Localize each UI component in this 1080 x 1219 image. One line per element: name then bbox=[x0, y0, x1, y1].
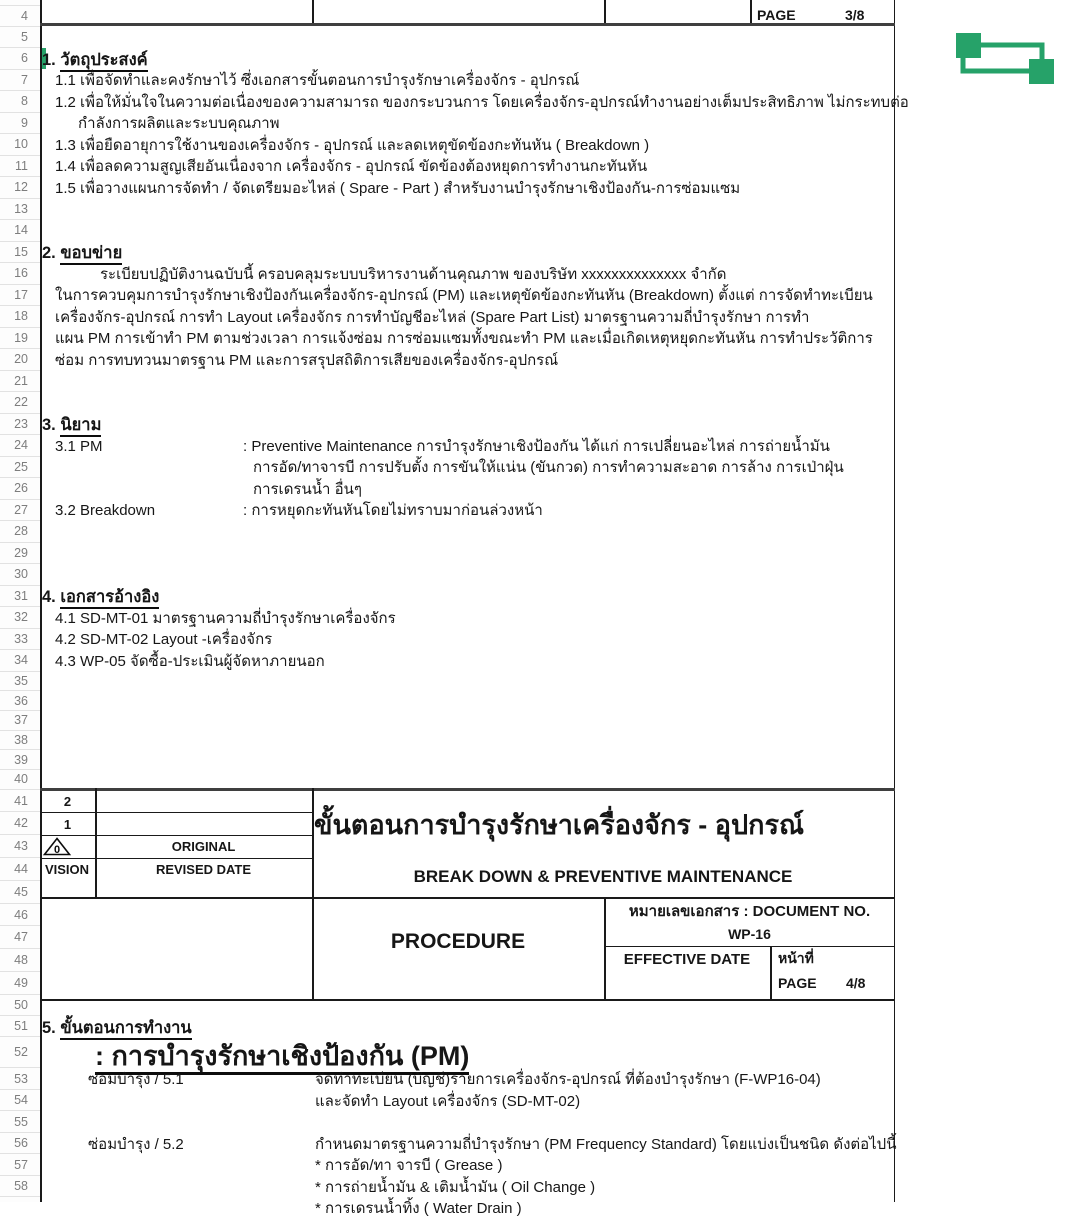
row-header-34[interactable] bbox=[0, 650, 40, 672]
row-header-23[interactable] bbox=[0, 414, 40, 436]
row-number: 23 bbox=[14, 416, 28, 431]
row-number: 28 bbox=[14, 524, 28, 539]
procedure-label: PROCEDURE bbox=[390, 930, 526, 953]
row-header-37[interactable] bbox=[0, 711, 40, 731]
revision-row-line-2 bbox=[40, 835, 312, 836]
title-block-bottom-border bbox=[40, 999, 895, 1001]
row-number: 6 bbox=[21, 51, 28, 66]
section1-title bbox=[42, 50, 148, 70]
row-number: 20 bbox=[14, 352, 28, 367]
company-logo-icon bbox=[945, 25, 1067, 93]
row-number: 7 bbox=[21, 72, 28, 87]
row-number: 18 bbox=[14, 309, 28, 324]
revision-0: 0 bbox=[53, 844, 61, 856]
row-header-8[interactable] bbox=[0, 91, 40, 113]
row-header-53[interactable] bbox=[0, 1068, 40, 1090]
cell-text: 3.1 PM bbox=[55, 437, 103, 455]
row-number: 56 bbox=[14, 1136, 28, 1151]
row-number: 37 bbox=[14, 713, 28, 728]
row-header-57[interactable] bbox=[0, 1154, 40, 1176]
cell-text: เครื่องจักร-อุปกรณ์ การทำ Layout เครื่องจักร การทำบัญชีอะไหล่ (Spare Part List) มาตรฐานความถี่บำรุงรักษา การทำ bbox=[55, 308, 810, 326]
row-header-45[interactable] bbox=[0, 881, 40, 904]
row-header-36[interactable] bbox=[0, 691, 40, 711]
row-number: 57 bbox=[14, 1157, 28, 1172]
row-header-50[interactable] bbox=[0, 995, 40, 1016]
cell-text: การเดรนน้ำ อื่นๆ bbox=[253, 480, 362, 498]
row-header-54[interactable] bbox=[0, 1090, 40, 1112]
section5-title bbox=[42, 1018, 192, 1038]
row-number: 58 bbox=[14, 1179, 28, 1194]
row-header-20[interactable] bbox=[0, 349, 40, 371]
row-header-9[interactable] bbox=[0, 113, 40, 135]
cell-text: ซ่อม การทบทวนมาตรฐาน PM และการสรุปสถิติการเสียของเครื่องจักร-อุปกรณ์ bbox=[55, 351, 559, 369]
row-header-43[interactable] bbox=[0, 835, 40, 858]
top-table-divider-3 bbox=[750, 0, 752, 25]
row-header-48[interactable] bbox=[0, 949, 40, 972]
revision-2: 2 bbox=[63, 794, 72, 809]
cell-text: 1.2 เพื่อให้มั่นใจในความต่อเนื่องของความสามารถ ของกระบวนการ โดยเครื่องจักร-อุปกรณ์ทำงานอย่างเต็มประสิทธิภาพ ไม่กระทบต่อ bbox=[55, 93, 909, 111]
row-number: 53 bbox=[14, 1071, 28, 1086]
top-page-value: 3/8 bbox=[845, 7, 865, 23]
row-number: 19 bbox=[14, 330, 28, 345]
row-number: 31 bbox=[14, 588, 28, 603]
row-number: 16 bbox=[14, 266, 28, 281]
row-header-27[interactable] bbox=[0, 500, 40, 522]
row-number: 48 bbox=[14, 953, 28, 968]
section2-number: 2. bbox=[42, 244, 56, 262]
doc-title-english: BREAK DOWN & PREVENTIVE MAINTENANCE bbox=[413, 867, 793, 886]
section5-subtitle-text: : การบำรุงรักษาเชิงป้องกัน (PM) bbox=[95, 1041, 469, 1075]
row-number: 52 bbox=[14, 1045, 28, 1060]
row-number: 22 bbox=[14, 395, 28, 410]
row-number: 24 bbox=[14, 438, 28, 453]
row-number: 42 bbox=[14, 816, 28, 831]
row-number: 12 bbox=[14, 180, 28, 195]
row-header-28[interactable] bbox=[0, 521, 40, 543]
row-number: 47 bbox=[14, 930, 28, 945]
top-page-label: PAGE bbox=[757, 7, 796, 23]
title-block-mid-border bbox=[40, 897, 895, 899]
row-header-10[interactable] bbox=[0, 134, 40, 156]
row-number: 36 bbox=[14, 693, 28, 708]
row-header-17[interactable] bbox=[0, 285, 40, 307]
cell-text: แผน PM การเข้าทำ PM ตามช่วงเวลา การแจ้งซ่อม การซ่อมแซมทั้งขณะทำ PM และเมื่อเกิดเหตุหยุดกะทันหัน การทำประวัติการ bbox=[55, 330, 873, 347]
effective-date-label: EFFECTIVE DATE bbox=[623, 951, 751, 968]
row-header-41[interactable] bbox=[0, 790, 40, 813]
row-number: 46 bbox=[14, 907, 28, 922]
row-header-21[interactable] bbox=[0, 371, 40, 393]
cell-text: : การหยุดกะทันหันโดยไม่ทราบมาก่อนล่วงหน้า bbox=[243, 502, 543, 519]
doc-no-value: WP-16 bbox=[728, 926, 771, 942]
row-number: 34 bbox=[14, 653, 28, 668]
row-number-column bbox=[0, 0, 40, 1202]
row-header-38[interactable] bbox=[0, 731, 40, 751]
docno-cell-bottom-border bbox=[604, 946, 895, 947]
row-header-55[interactable] bbox=[0, 1111, 40, 1133]
row-number: 25 bbox=[14, 459, 28, 474]
step-text: * การอัด/ทา จารบี ( Grease ) bbox=[315, 1157, 503, 1174]
row-number: 41 bbox=[14, 793, 28, 808]
section2-title bbox=[42, 243, 122, 263]
row-header-7[interactable] bbox=[0, 70, 40, 92]
row-number: 32 bbox=[14, 610, 28, 625]
doc-no-label: หมายเลขเอกสาร : DOCUMENT NO. bbox=[628, 903, 871, 920]
row-header-31[interactable] bbox=[0, 586, 40, 608]
revision-label: VISION bbox=[44, 862, 90, 877]
doc-title-thai: ขั้นตอนการบำรุงรักษาเครื่องจักร - อุปกรณ์ bbox=[314, 810, 805, 840]
row-number: 33 bbox=[14, 631, 28, 646]
section1-title-text: วัตถุประสงค์ bbox=[60, 51, 147, 72]
section4-number: 4. bbox=[42, 588, 56, 606]
cell-text: กำลังการผลิตและระบบคุณภาพ bbox=[78, 115, 280, 132]
cell-text: 4.1 SD-MT-01 มาตรฐานความถี่บำรุงรักษาเครื่องจักร bbox=[55, 609, 396, 627]
cell-text: : Preventive Maintenance การบำรุงรักษาเชิงป้องกัน ได้แก่ การเปลี่ยนอะไหล่ การถ่ายน้ำมัน bbox=[243, 437, 830, 455]
section5-subtitle bbox=[95, 1040, 469, 1072]
revision-row-line-3 bbox=[40, 858, 312, 859]
section4-title bbox=[42, 587, 159, 607]
cell-text: 1.3 เพื่อยืดอายุการใช้งานของเครื่องจักร - อุปกรณ์ และลดเหตุขัดข้องกะทันหัน ( Breakdown ) bbox=[55, 136, 650, 154]
section3-title bbox=[42, 415, 101, 435]
step-text: กำหนดมาตรฐานความถี่บำรุงรักษา (PM Frequency Standard) โดยแบ่งเป็นชนิด ดังต่อไปนี้ bbox=[315, 1135, 897, 1153]
row-header-40[interactable] bbox=[0, 770, 40, 790]
row-header-25[interactable] bbox=[0, 457, 40, 479]
row-number: 13 bbox=[14, 201, 28, 216]
step-text: * การเดรนน้ำทิ้ง ( Water Drain ) bbox=[315, 1200, 522, 1217]
step-text: * การถ่ายน้ำมัน & เติมน้ำมัน ( Oil Change ) bbox=[315, 1178, 596, 1196]
row-header-4[interactable] bbox=[0, 5, 40, 27]
row-number: 21 bbox=[14, 373, 28, 388]
step-text: และจัดทำ Layout เครื่องจักร (SD-MT-02) bbox=[315, 1092, 581, 1110]
row-header-42[interactable] bbox=[0, 813, 40, 836]
row-number: 9 bbox=[21, 115, 28, 130]
row-number: 4 bbox=[21, 8, 28, 23]
row-number: 30 bbox=[14, 567, 28, 582]
row-header-5[interactable] bbox=[0, 27, 40, 49]
row-number: 40 bbox=[14, 772, 28, 787]
row-header-49[interactable] bbox=[0, 972, 40, 995]
row-number: 39 bbox=[14, 752, 28, 767]
revised-date-label: REVISED DATE bbox=[155, 862, 252, 877]
row-number: 29 bbox=[14, 545, 28, 560]
row-number: 38 bbox=[14, 732, 28, 747]
row-header-12[interactable] bbox=[0, 177, 40, 199]
page-thai-label: หน้าที่ bbox=[778, 950, 814, 966]
row-header-58[interactable] bbox=[0, 1176, 40, 1198]
step-actor: ซ่อมบำรุง / 5.1 bbox=[88, 1071, 184, 1088]
row-number: 45 bbox=[14, 884, 28, 899]
row-header-24[interactable] bbox=[0, 435, 40, 457]
row-header-26[interactable] bbox=[0, 478, 40, 500]
section3-title-text: นิยาม bbox=[60, 416, 101, 437]
row-number: 27 bbox=[14, 502, 28, 517]
row-header-46[interactable] bbox=[0, 904, 40, 927]
top-table-divider-2 bbox=[604, 0, 606, 25]
original-label: ORIGINAL bbox=[171, 839, 236, 854]
title-block-top-border bbox=[40, 788, 895, 791]
page-value: 4/8 bbox=[846, 975, 866, 991]
section3-number: 3. bbox=[42, 416, 56, 434]
revision-0-triangle-icon bbox=[43, 837, 71, 856]
row-number: 5 bbox=[21, 29, 28, 44]
row-number: 8 bbox=[21, 94, 28, 109]
row-header-15[interactable] bbox=[0, 242, 40, 264]
section1-number: 1. bbox=[42, 51, 56, 69]
row-number: 17 bbox=[14, 287, 28, 302]
cell-text: 1.1 เพื่อจัดทำและคงรักษาไว้ ซึ่งเอกสารขั้นตอนการบำรุงรักษาเครื่องจักร - อุปกรณ์ bbox=[55, 72, 580, 89]
cell-text: การอัด/ทาจารบี การปรับตั้ง การขันให้แน่น (ขันกวด) การทำความสะอาด การล้าง การเป่าฝุ่น bbox=[253, 459, 844, 476]
cell-text: 1.5 เพื่อวางแผนการจัดทำ / จัดเตรียมอะไหล่ ( Spare - Part ) สำหรับงานบำรุงรักษาเชิงป้องกัน-การซ่อมแซม bbox=[55, 179, 741, 197]
row-header-32[interactable] bbox=[0, 607, 40, 629]
cell-text: 4.3 WP-05 จัดซื้อ-ประเมินผู้จัดหาภายนอก bbox=[55, 652, 325, 670]
row-header-14[interactable] bbox=[0, 220, 40, 242]
row-number: 14 bbox=[14, 223, 28, 238]
revision-1: 1 bbox=[63, 817, 72, 832]
row-header-11[interactable] bbox=[0, 156, 40, 178]
section5-number: 5. bbox=[42, 1019, 56, 1037]
row-number: 51 bbox=[14, 1019, 28, 1034]
section2-title-text: ขอบข่าย bbox=[60, 244, 122, 265]
row-header-13[interactable] bbox=[0, 199, 40, 221]
section4-title-text: เอกสารอ้างอิง bbox=[60, 588, 159, 609]
row-header-29[interactable] bbox=[0, 543, 40, 565]
top-table-divider-1 bbox=[312, 0, 314, 25]
row-header-47[interactable] bbox=[0, 927, 40, 950]
row-number: 15 bbox=[14, 244, 28, 259]
row-header-35[interactable] bbox=[0, 672, 40, 692]
page-cell-left-border bbox=[770, 946, 772, 1000]
row-number: 35 bbox=[14, 673, 28, 688]
row-header-33[interactable] bbox=[0, 629, 40, 651]
page-label: PAGE bbox=[778, 975, 817, 991]
cell-text: ในการควบคุมการบำรุงรักษาเชิงป้องกันเครื่องจักร-อุปกรณ์ (PM) และเหตุขัดข้องกะทันหัน (Breakdown) ตั้งแต่ การจัดทำทะเบียน bbox=[55, 287, 873, 304]
row-number: 11 bbox=[15, 158, 28, 173]
cell-text: 1.4 เพื่อลดความสูญเสียอันเนื่องจาก เครื่องจักร - อุปกรณ์ ขัดข้องต้องหยุดการทำงานกะทันหัน bbox=[55, 158, 648, 175]
step-text: จัดทำทะเบียน (บัญชี)รายการเครื่องจักร-อุปกรณ์ ที่ต้องบำรุงรักษา (F-WP16-04) bbox=[315, 1071, 821, 1088]
doc-right-border bbox=[894, 0, 896, 1202]
row-number: 43 bbox=[14, 839, 28, 854]
row-header-16[interactable] bbox=[0, 263, 40, 285]
cell-text: ระเบียบปฏิบัติงานฉบับนี้ ครอบคลุมระบบบริหารงานด้านคุณภาพ ของบริษัท xxxxxxxxxxxxxx จำกัด bbox=[100, 265, 727, 283]
row-number: 10 bbox=[14, 137, 28, 152]
row-header-39[interactable] bbox=[0, 750, 40, 770]
row-header-19[interactable] bbox=[0, 328, 40, 350]
revision-row-line-1 bbox=[40, 812, 312, 813]
row-number: 49 bbox=[14, 975, 28, 990]
cell-text: 4.2 SD-MT-02 Layout -เครื่องจักร bbox=[55, 631, 273, 648]
step-actor: ซ่อมบำรุง / 5.2 bbox=[88, 1135, 184, 1153]
row-header-52[interactable] bbox=[0, 1037, 40, 1068]
row-number: 44 bbox=[14, 861, 28, 876]
row-number: 26 bbox=[14, 481, 28, 496]
row-number: 55 bbox=[14, 1114, 28, 1129]
row-header-18[interactable] bbox=[0, 306, 40, 328]
row-header-56[interactable] bbox=[0, 1133, 40, 1155]
row-number: 50 bbox=[14, 997, 28, 1012]
cell-text: 3.2 Breakdown bbox=[55, 502, 156, 519]
row-header-22[interactable] bbox=[0, 392, 40, 414]
row-number: 54 bbox=[14, 1093, 28, 1108]
row-header-30[interactable] bbox=[0, 564, 40, 586]
row-header-6[interactable] bbox=[0, 48, 40, 70]
section5-title-text: ขั้นตอนการทำงาน bbox=[60, 1019, 191, 1040]
row-header-51[interactable] bbox=[0, 1016, 40, 1038]
row-header-44[interactable] bbox=[0, 858, 40, 881]
